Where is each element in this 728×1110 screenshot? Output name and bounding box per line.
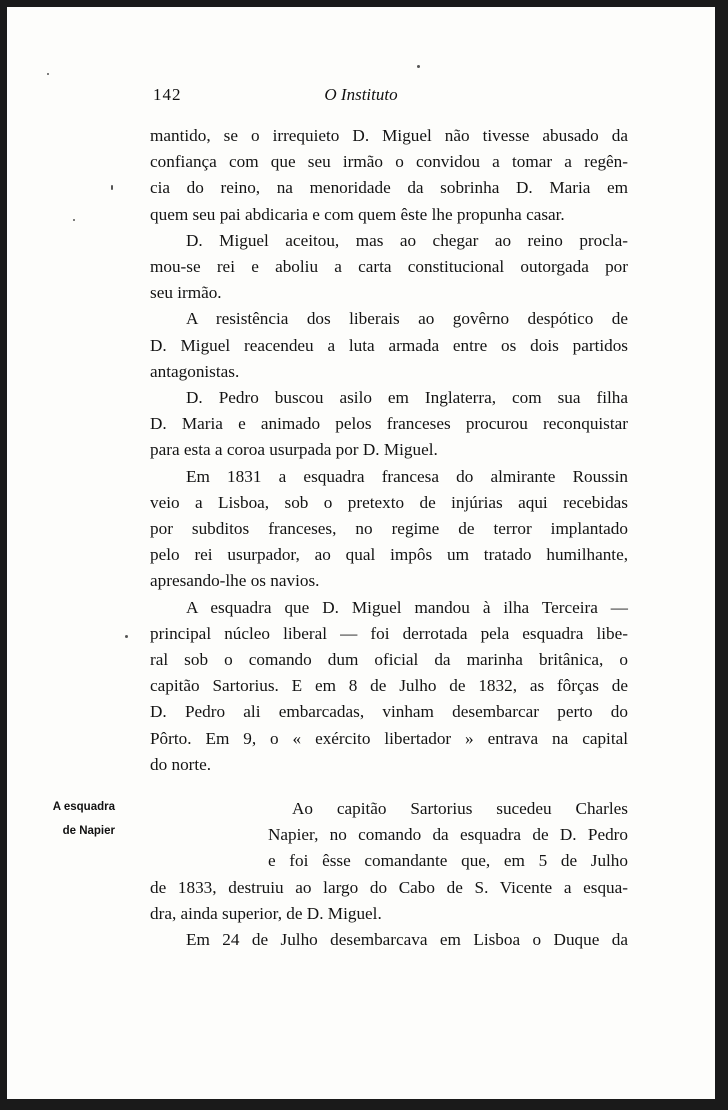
text-line: e foi êsse comandante que, em 5 de Julho bbox=[268, 851, 628, 871]
text-line: de 1833, destruiu ao largo do Cabo de S. Vicente a esqua- bbox=[150, 877, 628, 897]
text-line: A resistência dos liberais ao govêrno despótico de bbox=[186, 309, 628, 329]
scan-speck bbox=[73, 219, 75, 221]
text-line: por subditos franceses, no regime de terror implantado bbox=[150, 519, 628, 539]
paragraph bbox=[150, 228, 628, 307]
text-line: mantido, se o irrequieto D. Miguel não tivesse abusado da bbox=[150, 126, 628, 145]
text-line: D. Pedro ali embarcadas, vinham desembarcar perto do bbox=[150, 702, 628, 722]
text-line: D. Miguel aceitou, mas ao chegar ao reino procla- bbox=[186, 230, 628, 250]
text-line: Ao capitão Sartorius sucedeu Charles bbox=[292, 799, 628, 819]
scan-speck bbox=[111, 185, 113, 190]
scan-speck bbox=[417, 65, 420, 68]
paragraph bbox=[150, 464, 628, 595]
text-line: capitão Sartorius. E em 8 de Julho de 1832, as fôrças de bbox=[150, 676, 628, 696]
paragraph bbox=[150, 306, 628, 385]
scan-speck bbox=[47, 73, 49, 75]
section-gap bbox=[150, 778, 628, 796]
text-line: pelo rei usurpador, ao qual impôs um tratado humilhante, bbox=[150, 545, 628, 565]
running-title: O Instituto bbox=[324, 85, 398, 104]
text-line: A esquadra que D. Miguel mandou à ilha Terceira — bbox=[186, 597, 628, 617]
paragraph bbox=[150, 927, 628, 953]
body-text bbox=[52, 123, 628, 953]
text-line: dra, ainda superior, de D. Miguel. bbox=[150, 903, 382, 923]
paragraph bbox=[150, 123, 628, 228]
text-line: confiança com que seu irmão o convidou a tomar a regên- bbox=[150, 152, 628, 172]
paragraph bbox=[150, 595, 628, 778]
sidenote-line: de Napier bbox=[62, 825, 115, 838]
text-line: apresando-lhe os navios. bbox=[150, 571, 320, 591]
text-line: Pôrto. Em 9, o « exército libertador » entrava na capital bbox=[150, 728, 628, 748]
text-line: Em 24 de Julho desembarcava em Lisboa o Duque da bbox=[186, 930, 628, 950]
book-page bbox=[7, 7, 715, 1099]
napier-paragraph bbox=[52, 796, 628, 927]
text-line: quem seu pai abdicaria e com quem êste lhe propunha casar. bbox=[150, 204, 565, 224]
text-line: para esta a coroa usurpada por D. Miguel. bbox=[150, 440, 438, 460]
text-line: antagonistas. bbox=[150, 361, 240, 381]
text-line: D. Pedro buscou asilo em Inglaterra, com sua filha bbox=[186, 388, 628, 408]
text-line: cia do reino, na menoridade da sobrinha D. Maria em bbox=[150, 178, 628, 198]
sidenote-line: A esquadra bbox=[52, 801, 115, 814]
margin-sidenote bbox=[7, 796, 115, 842]
text-line: veio a Lisboa, sob o pretexto de injúrias aqui recebidas bbox=[150, 492, 628, 512]
paragraph bbox=[150, 385, 628, 464]
text-line: ral sob o comando dum oficial da marinha britânica, o bbox=[150, 650, 628, 670]
text-line: do norte. bbox=[150, 754, 212, 774]
text-line: Napier, no comando da esquadra de D. Pedro bbox=[268, 825, 628, 845]
text-line: principal núcleo liberal — foi derrotada pela esquadra libe- bbox=[150, 623, 628, 643]
page-number: 142 bbox=[153, 85, 182, 104]
text-line: mou-se rei e aboliu a carta constitucional outorgada por bbox=[150, 257, 628, 277]
scan-speck bbox=[125, 635, 128, 638]
text-line: D. Miguel reacendeu a luta armada entre os dois partidos bbox=[150, 335, 628, 355]
page-header bbox=[7, 85, 715, 109]
lines-beside-note bbox=[268, 796, 628, 875]
text-line: seu irmão. bbox=[150, 283, 222, 303]
text-line: Em 1831 a esquadra francesa do almirante Roussin bbox=[186, 466, 628, 486]
text-line: D. Maria e animado pelos franceses procurou reconquistar bbox=[150, 414, 628, 434]
